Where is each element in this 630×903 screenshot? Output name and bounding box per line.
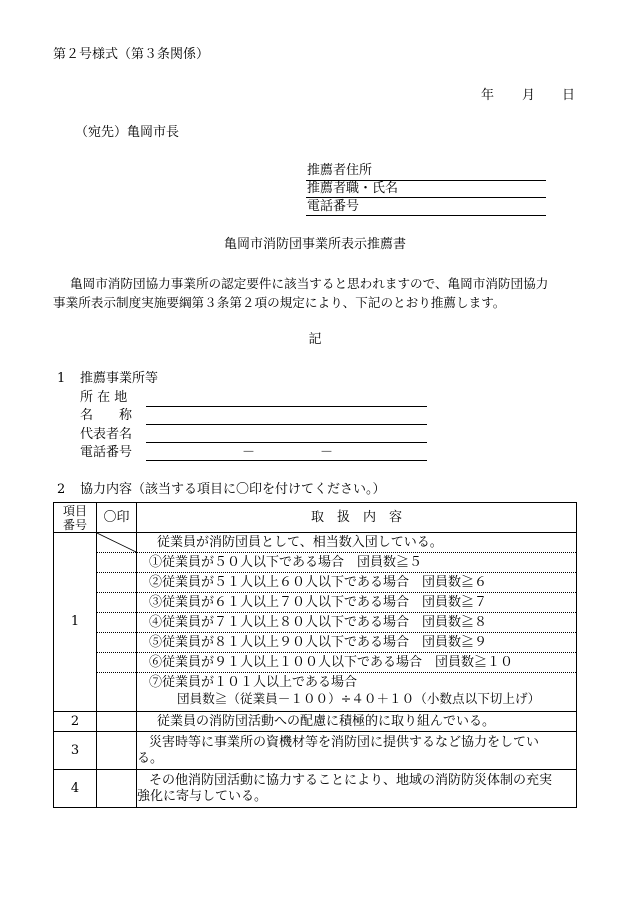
- table-row: [54, 533, 577, 712]
- row1-mark-opt3[interactable]: [97, 592, 136, 612]
- row1-opt1: ①従業員が５０人以下である場合 団員数≧５: [137, 552, 576, 572]
- field-rep-label: 代表者名: [80, 427, 133, 442]
- row4-no: 4: [54, 770, 97, 808]
- field-name-label-a: 名: [80, 408, 94, 423]
- row3-line2: る。: [137, 750, 164, 766]
- section2-heading: 協力内容（該当する項目に〇印を付けてください。）: [80, 482, 386, 497]
- row2-no: 2: [54, 712, 97, 732]
- date-year: 年: [481, 88, 495, 103]
- document-title: 亀岡市消防団事業所表示推薦書: [223, 237, 406, 252]
- row1-mark-opt7[interactable]: [97, 672, 136, 711]
- row4-line1: その他消防団活動に協力することにより、地域の消防防災体制の充実: [149, 772, 553, 788]
- row1-mark-opt6[interactable]: [97, 652, 136, 672]
- row1-intro: 従業員が消防団員として、相当数入団している。: [157, 535, 443, 550]
- row1-mark-opt5[interactable]: [97, 632, 136, 652]
- field-location-label: 所 在 地: [80, 390, 128, 405]
- body-line-2: 事業所表示制度実施要綱第３条第２項の規定により、下記のとおり推薦します。: [53, 295, 506, 310]
- row4-line2: 強化に寄与している。: [137, 788, 268, 804]
- addressee: （宛先）亀岡市長: [75, 125, 180, 140]
- recommender-address-label: 推薦者住所: [307, 163, 373, 178]
- recommender-phone-label: 電話番号: [307, 199, 360, 214]
- row1-mark-opt4[interactable]: [97, 612, 136, 632]
- row3-no: 3: [54, 732, 97, 770]
- row4-mark[interactable]: [97, 770, 137, 808]
- row1-diagonal-cell: [97, 533, 136, 552]
- row1-content-cell: [137, 533, 577, 712]
- row3-line1: 災害時等に事業所の資機材等を消防団に提供するなど協力をしてい: [149, 734, 540, 750]
- section2-num: 2: [57, 482, 66, 497]
- row1-no: 1: [54, 533, 97, 712]
- field-phone-dash-1: －: [242, 445, 256, 460]
- row1-opt5: ⑤従業員が８１人以上９０人以下である場合 団員数≧９: [137, 632, 576, 652]
- body-line-1: 亀岡市消防団協力事業所の認定要件に該当すると思われますので、亀岡市消防団協力: [70, 276, 549, 291]
- header-item-no-line1: 項目: [62, 503, 87, 518]
- header-content: 取 扱 内 容: [137, 503, 577, 533]
- row2-mark[interactable]: [97, 712, 137, 732]
- row4-content: [137, 770, 577, 808]
- field-name-line[interactable]: [146, 424, 427, 425]
- recommender-name-line[interactable]: [306, 197, 546, 198]
- row1-opt7-line2: 団員数≧（従業員－１００）÷４０＋１０（小数点以下切上げ）: [177, 691, 541, 706]
- row1-opt3: ③従業員が６１人以上７０人以下である場合 団員数≧７: [137, 592, 576, 612]
- header-item-no-line2: 番号: [62, 517, 87, 532]
- row1-opt7-line1: ⑦従業員が１０１人以上である場合: [149, 675, 358, 690]
- header-item-no: [54, 503, 97, 533]
- row1-mark-opt1[interactable]: [97, 552, 136, 572]
- field-location-line[interactable]: [146, 406, 427, 407]
- cooperation-table: [53, 502, 577, 808]
- recommender-phone-line[interactable]: [306, 215, 546, 216]
- table-row: [54, 770, 577, 808]
- row1-opt7: [137, 672, 576, 711]
- row2-content: 従業員の消防団活動への配慮に積極的に取り組んでいる。: [137, 712, 577, 732]
- table-header-row: [54, 503, 577, 533]
- header-mark: 〇印: [97, 503, 137, 533]
- row1-opt4: ④従業員が７１人以上８０人以下である場合 団員数≧８: [137, 612, 576, 632]
- recommender-name-label: 推薦者職・氏名: [307, 181, 399, 196]
- row1-mark-opt2[interactable]: [97, 572, 136, 592]
- section1-heading: 推薦事業所等: [80, 371, 159, 386]
- ki-label: 記: [308, 332, 322, 347]
- row3-mark[interactable]: [97, 732, 137, 770]
- row1-opt2: ②従業員が５１人以上６０人以下である場合 団員数≧６: [137, 572, 576, 592]
- table-row: [54, 732, 577, 770]
- field-phone-dash-2: －: [320, 445, 334, 460]
- date-day: 日: [562, 88, 576, 103]
- field-phone-line[interactable]: [146, 460, 427, 461]
- section1-num: 1: [57, 371, 66, 386]
- table-row: [54, 712, 577, 732]
- date-month: 月: [522, 88, 536, 103]
- field-phone-label: 電話番号: [80, 445, 133, 460]
- diagonal-line: [97, 533, 136, 552]
- field-rep-line[interactable]: [146, 442, 427, 443]
- form-id: 第２号様式（第３条関係）: [53, 47, 210, 62]
- row1-mark-cell: [97, 533, 137, 712]
- row1-opt6: ⑥従業員が９１人以上１００人以下である場合 団員数≧１０: [137, 652, 576, 672]
- field-name-label-b: 称: [119, 408, 133, 423]
- row3-content: [137, 732, 577, 770]
